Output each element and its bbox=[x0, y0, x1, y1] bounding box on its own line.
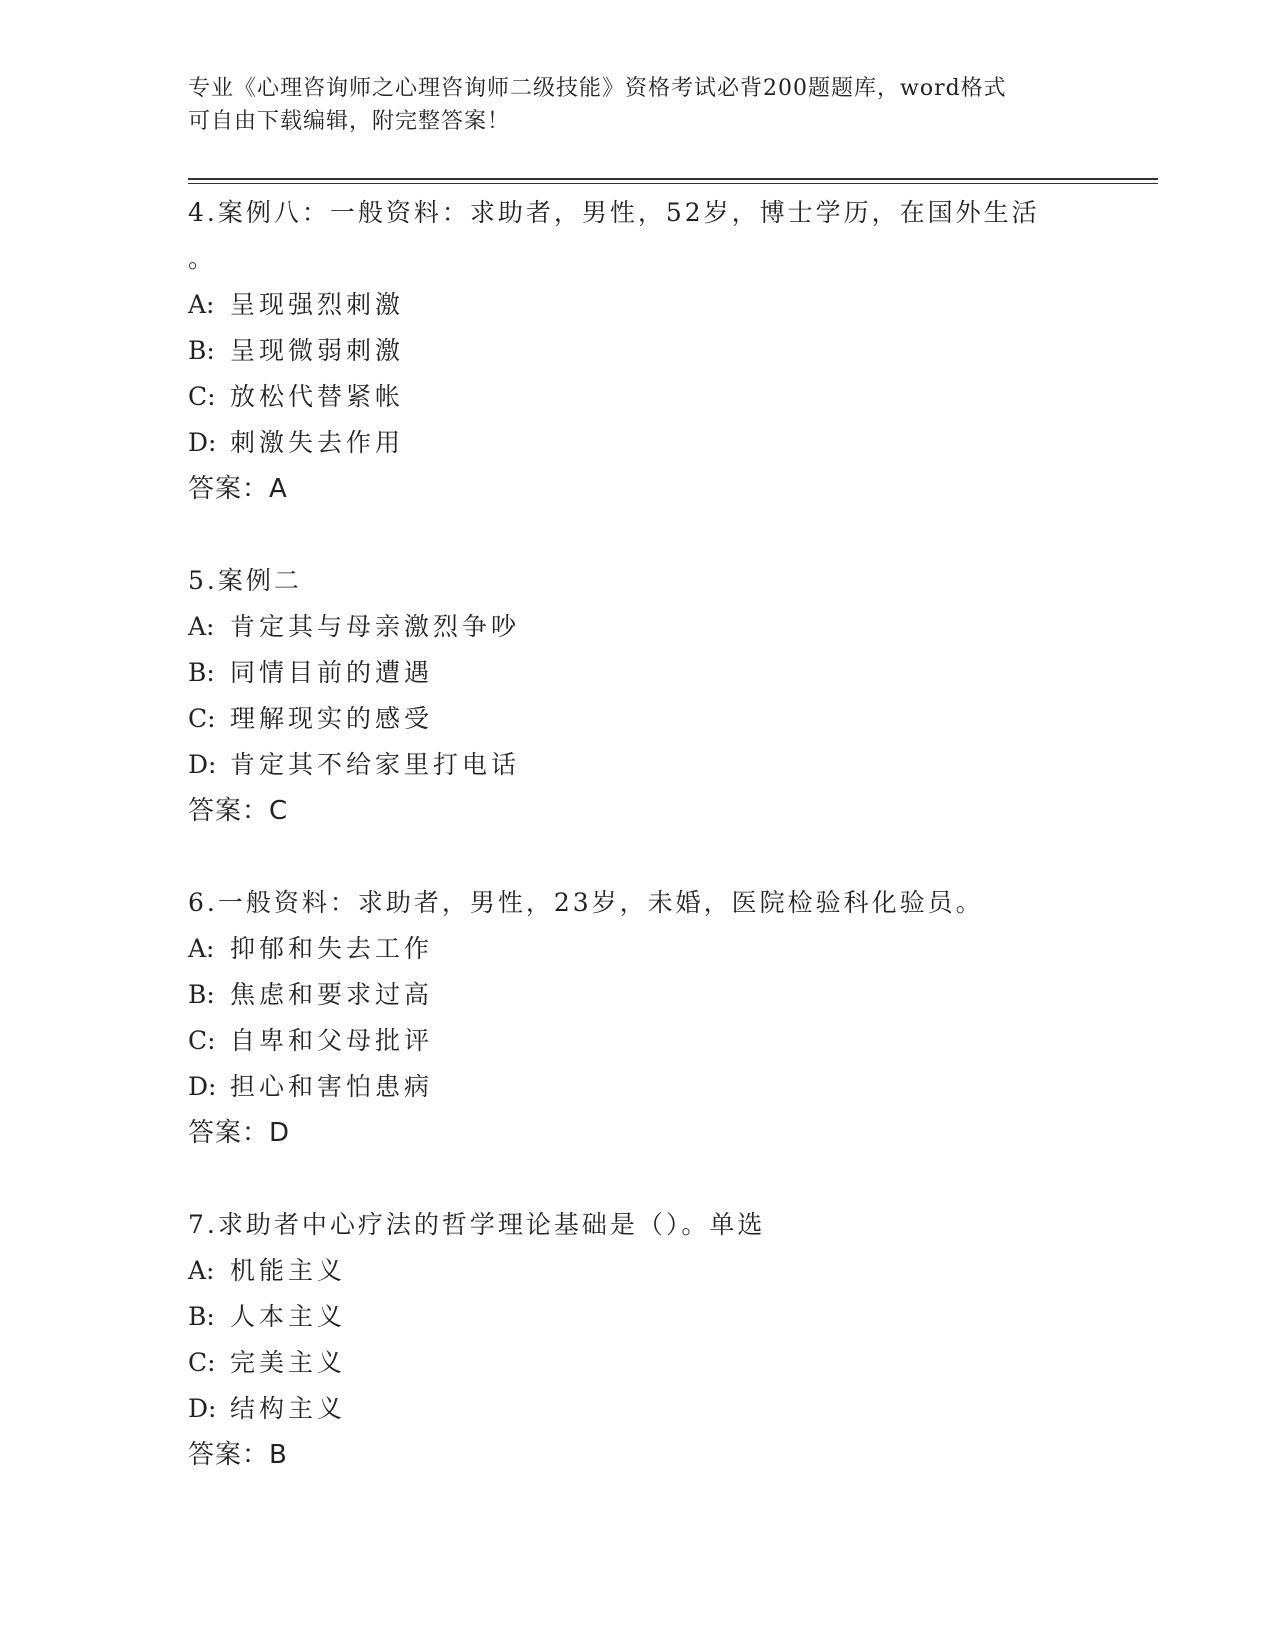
option-letter: A: bbox=[188, 1256, 215, 1285]
answer-line: 答案：A bbox=[188, 474, 288, 504]
option-letter: A: bbox=[188, 934, 215, 963]
option-text: 呈现微弱刺激 bbox=[230, 336, 405, 365]
option-text: 肯定其不给家里打电话 bbox=[230, 750, 521, 779]
option-text: 肯定其与母亲激烈争吵 bbox=[230, 612, 521, 641]
option-c bbox=[188, 1340, 1158, 1386]
question-text: 6.一般资料：求助者，男性，23岁，未婚，医院检验科化验员。 bbox=[188, 888, 984, 917]
question-text: 7.求助者中心疗法的哲学理论基础是（）。单选 bbox=[188, 1210, 766, 1239]
question-text-continuation: 。 bbox=[188, 244, 217, 273]
answer-line: 答案：B bbox=[188, 1440, 288, 1470]
option-letter: C: bbox=[188, 1026, 216, 1055]
document-header bbox=[188, 72, 1088, 138]
option-text: 自卑和父母批评 bbox=[230, 1026, 434, 1055]
option-text: 担心和害怕患病 bbox=[230, 1072, 434, 1101]
question-6 bbox=[188, 880, 1158, 1156]
option-b bbox=[188, 1294, 1158, 1340]
header-line-2: 可自由下载编辑，附完整答案！ bbox=[188, 109, 511, 134]
answer-line: 答案：D bbox=[188, 1118, 291, 1148]
option-letter: D: bbox=[188, 1394, 217, 1423]
header-line-1: 专业《心理咨询师之心理咨询师二级技能》资格考试必背200题题库，word格式 bbox=[188, 76, 1007, 101]
option-text: 人本主义 bbox=[230, 1302, 347, 1331]
option-text: 刺激失去作用 bbox=[230, 428, 405, 457]
option-c bbox=[188, 696, 1158, 742]
option-b bbox=[188, 650, 1158, 696]
option-letter: D: bbox=[188, 1072, 217, 1101]
option-letter: B: bbox=[188, 980, 215, 1009]
option-a bbox=[188, 604, 1158, 650]
option-c bbox=[188, 374, 1158, 420]
answer-line: 答案：C bbox=[188, 796, 289, 826]
question-text: 4.案例八：一般资料：求助者，男性，52岁，博士学历，在国外生活 bbox=[188, 198, 1040, 227]
question-7 bbox=[188, 1202, 1158, 1478]
document-page bbox=[188, 0, 1158, 1650]
option-a bbox=[188, 926, 1158, 972]
option-letter: A: bbox=[188, 290, 215, 319]
option-text: 抑郁和失去工作 bbox=[230, 934, 434, 963]
option-text: 放松代替紧帐 bbox=[230, 382, 405, 411]
option-d bbox=[188, 1386, 1158, 1432]
option-c bbox=[188, 1018, 1158, 1064]
option-letter: C: bbox=[188, 704, 216, 733]
option-letter: C: bbox=[188, 1348, 216, 1377]
option-d bbox=[188, 1064, 1158, 1110]
question-text: 5.案例二 bbox=[188, 566, 302, 595]
option-d bbox=[188, 420, 1158, 466]
option-a bbox=[188, 1248, 1158, 1294]
option-letter: D: bbox=[188, 428, 217, 457]
question-5 bbox=[188, 558, 1158, 834]
option-d bbox=[188, 742, 1158, 788]
header-divider bbox=[188, 178, 1158, 184]
option-text: 机能主义 bbox=[230, 1256, 347, 1285]
option-a bbox=[188, 282, 1158, 328]
option-letter: A: bbox=[188, 612, 215, 641]
option-text: 理解现实的感受 bbox=[230, 704, 434, 733]
option-letter: D: bbox=[188, 750, 217, 779]
option-text: 同情目前的遭遇 bbox=[230, 658, 434, 687]
question-4 bbox=[188, 190, 1158, 512]
option-letter: B: bbox=[188, 336, 215, 365]
option-letter: B: bbox=[188, 658, 215, 687]
option-text: 焦虑和要求过高 bbox=[230, 980, 434, 1009]
option-text: 呈现强烈刺激 bbox=[230, 290, 405, 319]
option-b bbox=[188, 972, 1158, 1018]
option-text: 完美主义 bbox=[230, 1348, 347, 1377]
option-letter: C: bbox=[188, 382, 216, 411]
option-text: 结构主义 bbox=[230, 1394, 347, 1423]
question-list bbox=[188, 190, 1158, 1524]
option-b bbox=[188, 328, 1158, 374]
option-letter: B: bbox=[188, 1302, 215, 1331]
